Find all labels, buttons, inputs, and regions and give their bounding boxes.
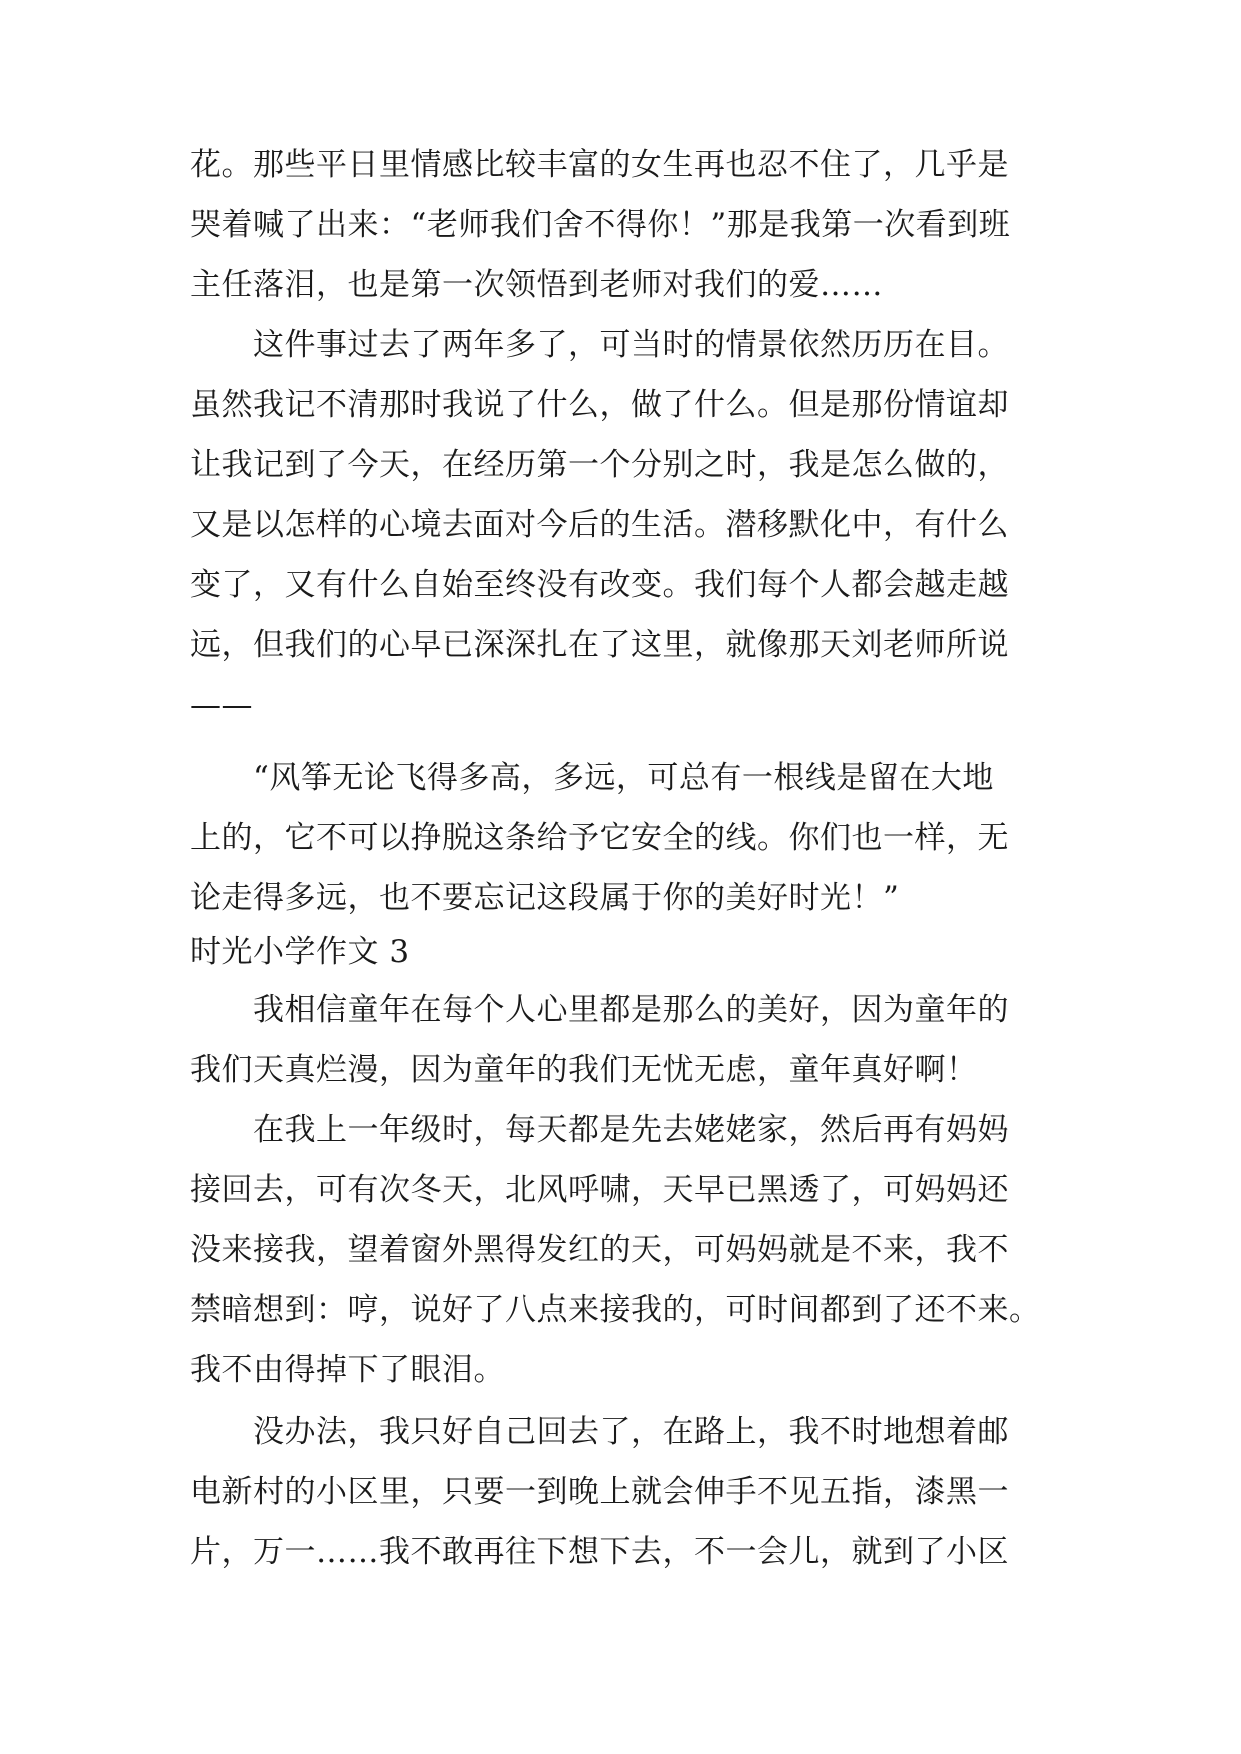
text-line: 接回去，可有次冬天，北风呼啸，天早已黑透了，可妈妈还	[190, 1172, 1009, 1208]
paragraph-first-line: 在我上一年级时，每天都是先去姥姥家，然后再有妈妈	[253, 1112, 1009, 1148]
quote-first-line: “风筝无论飞得多高，多远，可总有一根线是留在大地	[253, 760, 994, 796]
paragraph-first-line: 我相信童年在每个人心里都是那么的美好，因为童年的	[253, 992, 1009, 1028]
text-line: 我们天真烂漫，因为童年的我们无忧无虑，童年真好啊！	[190, 1052, 978, 1088]
text-line: 变了，又有什么自始至终没有改变。我们每个人都会越走越	[190, 567, 1009, 603]
text-line: 主任落泪，也是第一次领悟到老师对我们的爱……	[190, 267, 883, 303]
text-line: 论走得多远，也不要忘记这段属于你的美好时光！”	[190, 880, 900, 916]
text-line: 我不由得掉下了眼泪。	[190, 1352, 505, 1388]
text-line: 让我记到了今天，在经历第一个分别之时，我是怎么做的，	[190, 447, 1009, 483]
text-line: 哭着喊了出来：“老师我们舍不得你！”那是我第一次看到班	[190, 207, 1011, 243]
paragraph-first-line: 这件事过去了两年多了，可当时的情景依然历历在目。	[253, 327, 1009, 363]
text-line: 虽然我记不清那时我说了什么，做了什么。但是那份情谊却	[190, 387, 1009, 423]
section-heading: 时光小学作文 3	[190, 934, 410, 970]
text-line: 远，但我们的心早已深深扎在了这里，就像那天刘老师所说	[190, 627, 1009, 663]
text-line: ——	[190, 687, 253, 723]
text-line: 上的，它不可以挣脱这条给予它安全的线。你们也一样，无	[190, 820, 1009, 856]
text-line: 电新村的小区里，只要一到晚上就会伸手不见五指，漆黑一	[190, 1474, 1009, 1510]
text-line: 又是以怎样的心境去面对今后的生活。潜移默化中，有什么	[190, 507, 1009, 543]
text-line: 禁暗想到：哼，说好了八点来接我的，可时间都到了还不来。	[190, 1292, 1041, 1328]
text-line: 没来接我，望着窗外黑得发红的天，可妈妈就是不来，我不	[190, 1232, 1009, 1268]
paragraph-first-line: 没办法，我只好自己回去了，在路上，我不时地想着邮	[253, 1414, 1009, 1450]
text-line: 片，万一……我不敢再往下想下去，不一会儿，就到了小区	[190, 1534, 1009, 1570]
text-line: 花。那些平日里情感比较丰富的女生再也忍不住了，几乎是	[190, 147, 1009, 183]
